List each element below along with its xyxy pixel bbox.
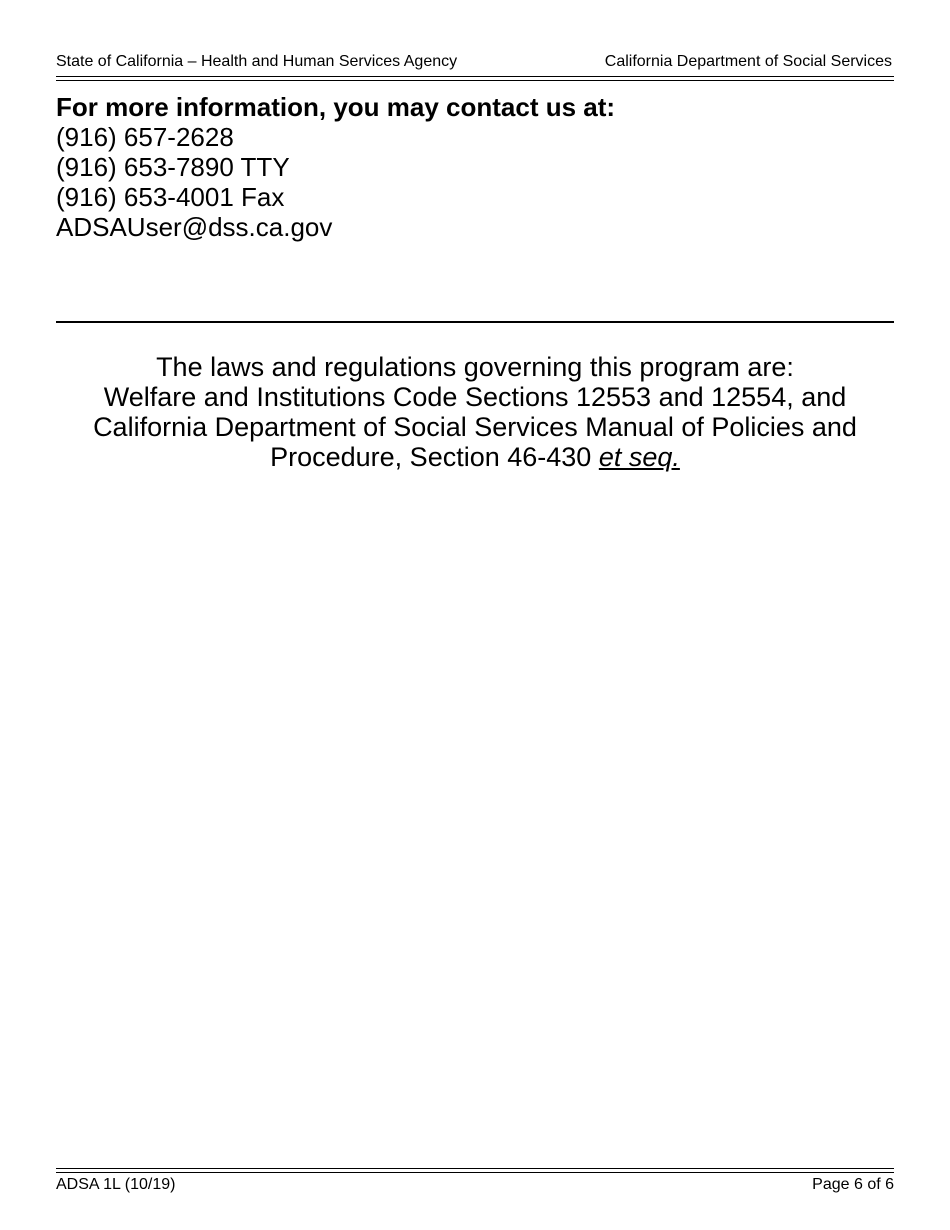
page-footer <box>56 1175 894 1195</box>
laws-line-4 <box>56 442 894 472</box>
contact-phone: (916) 657-2628 <box>56 122 234 152</box>
footer-rule <box>56 1168 894 1173</box>
form-id: ADSA 1L (10/19) <box>56 1176 176 1193</box>
laws-line-2: Welfare and Institutions Code Sections 12553 and 12554, and <box>103 382 847 412</box>
section-divider <box>56 321 894 323</box>
contact-tty: (916) 653-7890 TTY <box>56 152 290 182</box>
laws-section <box>56 352 894 472</box>
header-department: California Department of Social Services <box>604 53 892 70</box>
contact-section <box>56 92 615 242</box>
contact-fax: (916) 653-4001 Fax <box>56 182 285 212</box>
page-number: Page 6 of 6 <box>812 1176 894 1193</box>
laws-line-4-text: Procedure, Section 46-430 <box>270 442 599 472</box>
page-header <box>56 52 892 72</box>
contact-heading: For more information, you may contact us at: <box>56 92 616 122</box>
header-agency: State of California – Health and Human Services Agency <box>56 53 458 70</box>
laws-line-1: The laws and regulations governing this program are: <box>156 352 794 382</box>
contact-email: ADSAUser@dss.ca.gov <box>56 212 333 242</box>
laws-line-3: California Department of Social Services Manual of Policies and <box>93 412 857 442</box>
header-rule <box>56 76 894 81</box>
et-seq-text: et seq. <box>598 442 680 472</box>
